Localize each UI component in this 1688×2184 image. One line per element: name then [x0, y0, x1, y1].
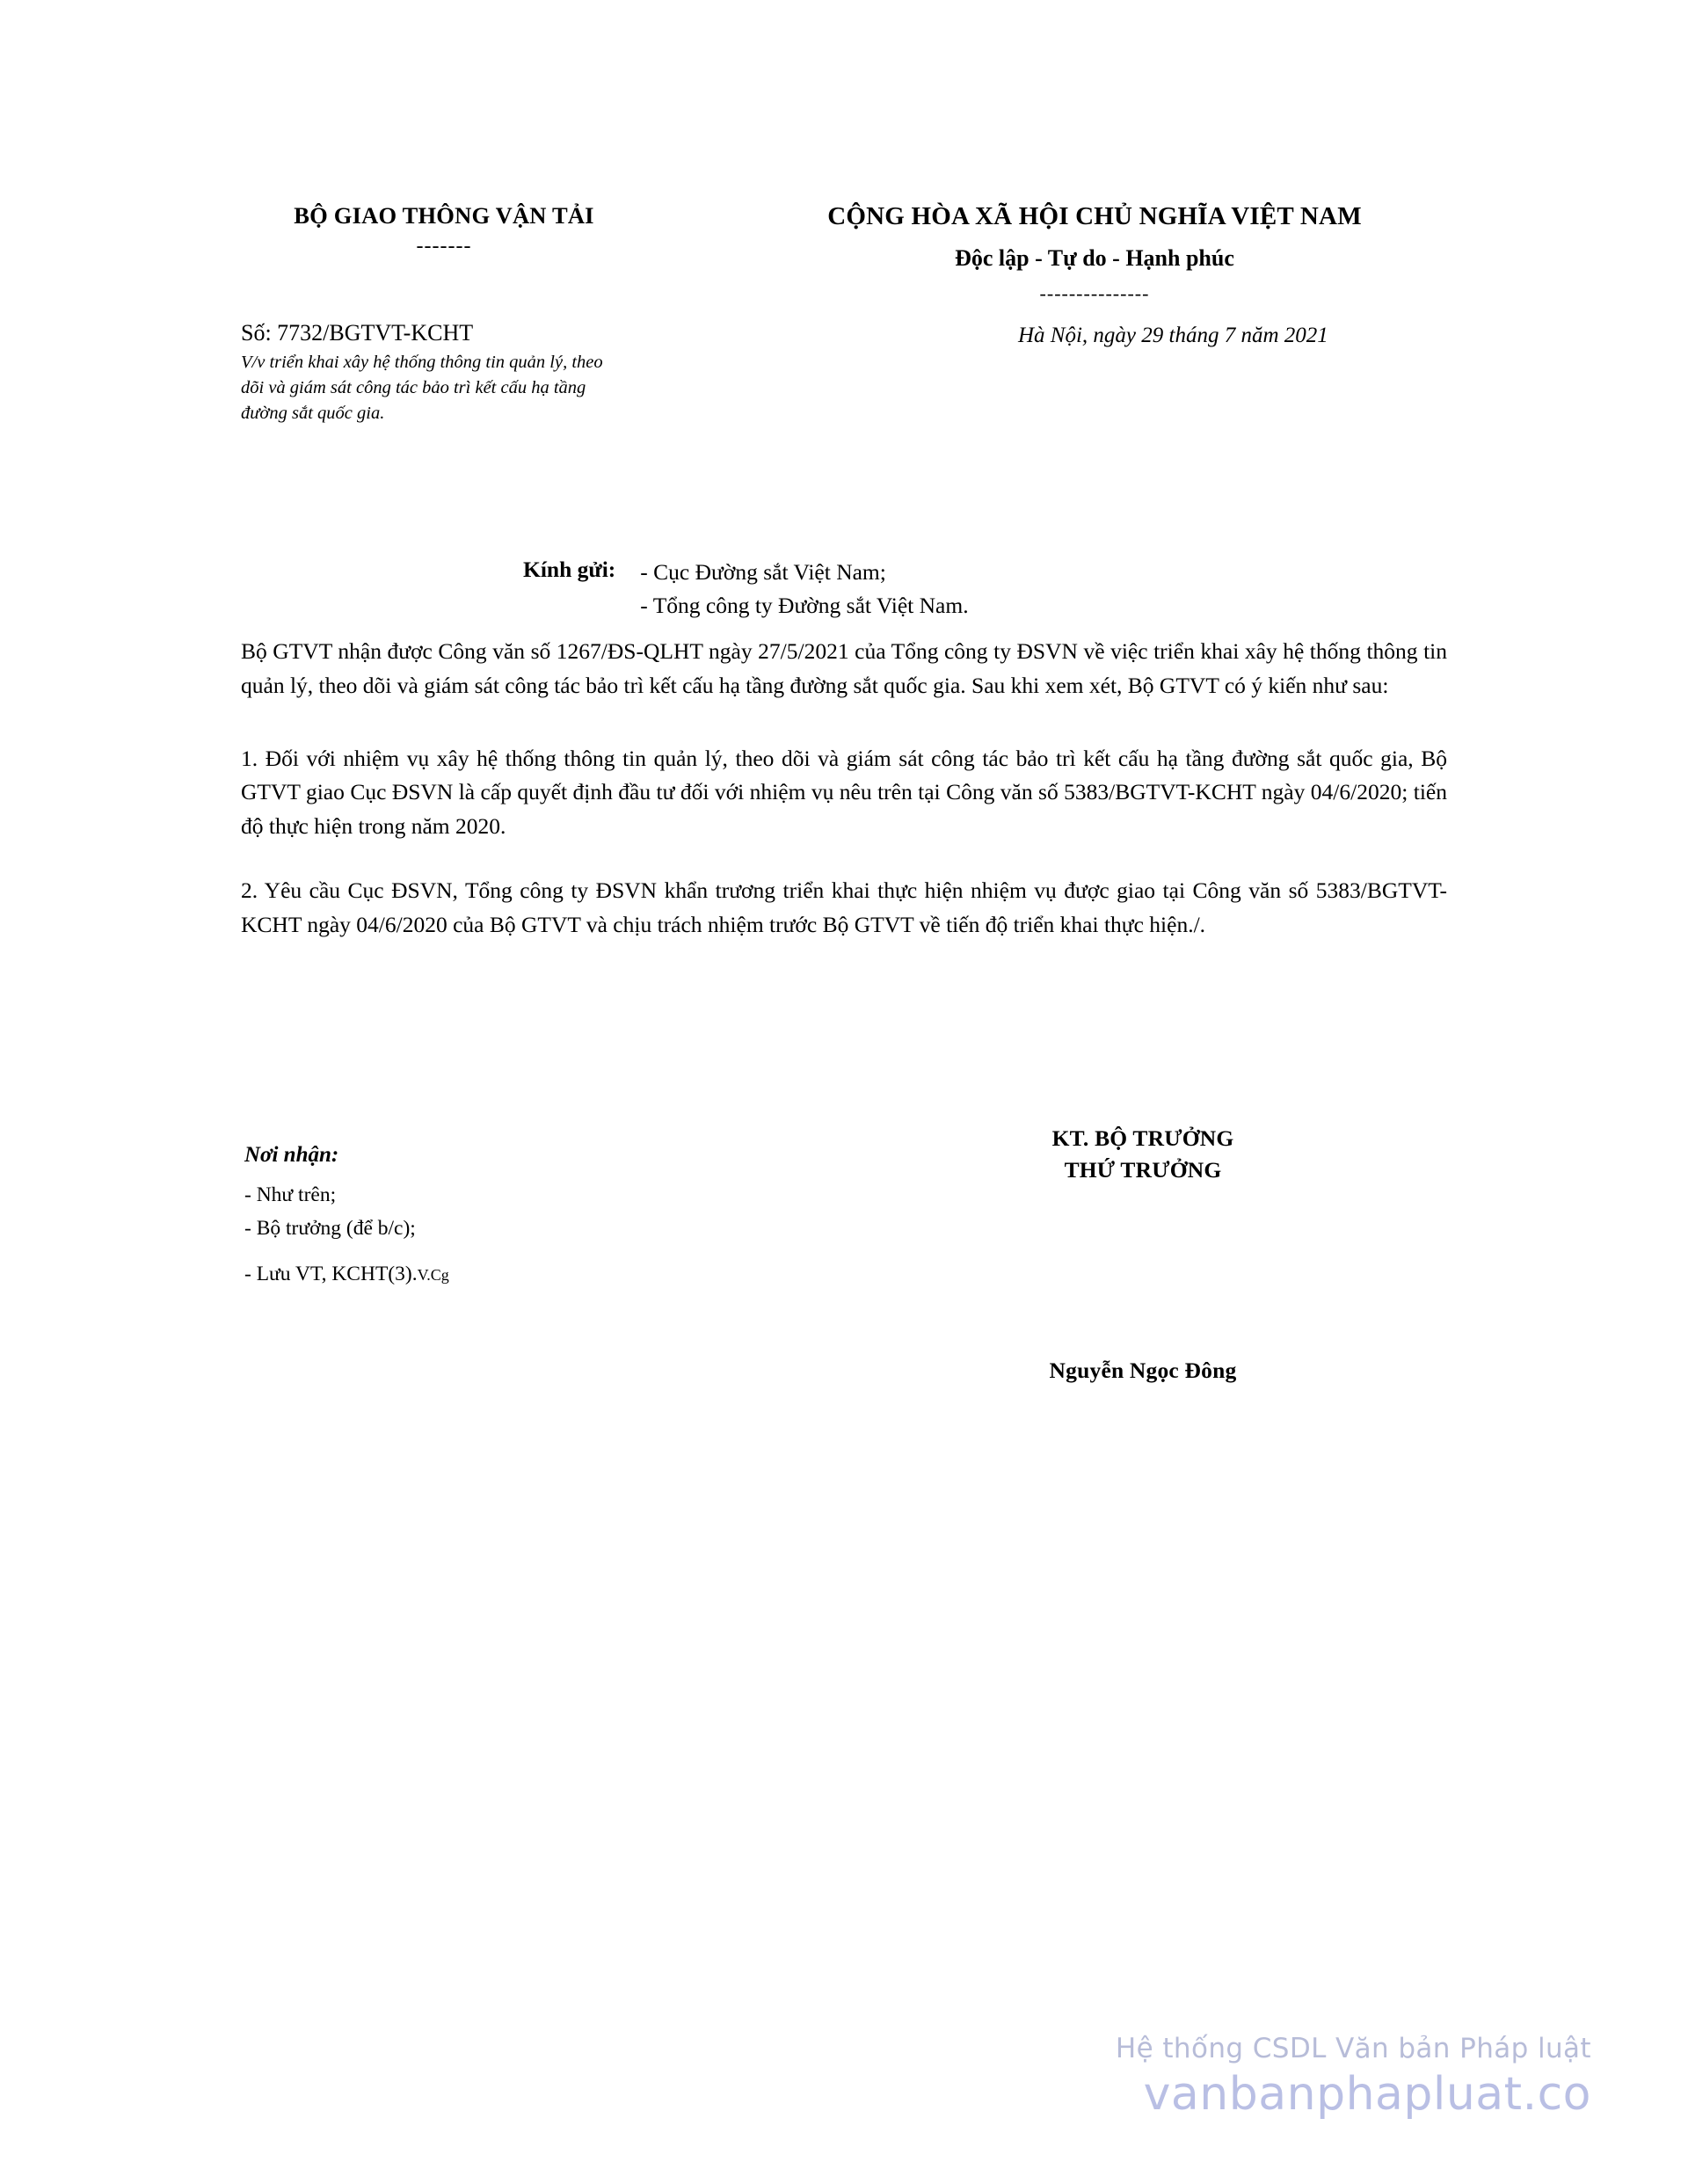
recipient-item: - Tổng công ty Đường sắt Việt Nam. — [640, 592, 969, 618]
document-header — [0, 202, 1688, 305]
distribution-archive-initials: V.Cg — [417, 1266, 449, 1285]
distribution-archive-text: - Lưu VT, KCHT(3). — [244, 1263, 418, 1286]
distribution-item: - Bộ trưởng (để b/c); — [244, 1217, 416, 1241]
country-name: CỘNG HÒA XÃ HỘI CHỦ NGHĨA VIỆT NAM — [827, 202, 1362, 230]
national-motto: Độc lập - Tự do - Hạnh phúc — [955, 245, 1234, 271]
watermark — [1116, 2033, 1591, 2121]
document-subject: V/v triển khai xây hệ thống thông tin quản lý, theo dõi và giám sát công tác bảo trì kết cấu hạ tầng đường sắt quốc gia. — [241, 353, 603, 424]
watermark-domain: vanbanphapluat.co — [1143, 2068, 1591, 2121]
recipients-block — [523, 556, 969, 622]
recipients-label: Kính gửi: — [523, 557, 616, 582]
document-body — [241, 635, 1447, 972]
document-number: Số: 7732/BGTVT-KCHT — [241, 320, 474, 346]
national-heading-divider: --------------- — [1039, 282, 1150, 304]
distribution-archive — [244, 1257, 772, 1291]
place-and-date: Hà Nội, ngày 29 tháng 7 năm 2021 — [1018, 324, 1328, 347]
distribution-block — [244, 1143, 772, 1291]
issuing-authority-name: BỘ GIAO THÔNG VẬN TẢI — [294, 202, 594, 229]
body-paragraph-2: 2. Yêu cầu Cục ĐSVN, Tổng công ty ĐSVN khẩn trương triển khai thực hiện nhiệm vụ được giao tại Công văn số 5383/BGTVT-KCHT ngày 04/6/2020 của Bộ GTVT và chịu trách nhiệm trước Bộ GTVT về tiến độ triển khai thực hiện./. — [241, 877, 1447, 937]
body-paragraph-intro: Bộ GTVT nhận được Công văn số 1267/ĐS-QLHT ngày 27/5/2021 của Tổng công ty ĐSVN về việc triển khai xây hệ thống thông tin quản lý, theo dõi và giám sát công tác bảo trì kết cấu hạ tầng đường sắt quốc gia. Sau khi xem xét, Bộ GTVT có ý kiến như sau: — [241, 638, 1447, 698]
national-heading-block — [734, 202, 1455, 305]
body-paragraph-1: 1. Đối với nhiệm vụ xây hệ thống thông tin quản lý, theo dõi và giám sát công tác bảo trì kết cấu hạ tầng đường sắt quốc gia, Bộ GTVT giao Cục ĐSVN là cấp quyết định đầu tư đối với nhiệm vụ nêu trên tại Công văn số 5383/BGTVT-KCHT ngày 04/6/2020; tiến độ thực hiện trong năm 2020. — [241, 745, 1447, 839]
signature-title-line: THỨ TRƯỞNG — [1064, 1157, 1222, 1183]
distribution-title: Nơi nhận: — [244, 1143, 339, 1167]
signature-authority-line: KT. BỘ TRƯỞNG — [1051, 1125, 1234, 1151]
issuing-authority-divider: ------- — [416, 235, 472, 258]
signature-block — [932, 1125, 1354, 1384]
issuing-authority-block — [198, 202, 690, 258]
recipient-item: - Cục Đường sắt Việt Nam; — [640, 559, 886, 585]
signatory-name: Nguyễn Ngọc Đông — [1049, 1358, 1237, 1383]
distribution-item: - Như trên; — [244, 1183, 337, 1206]
recipients-list — [640, 556, 968, 622]
watermark-caption: Hệ thống CSDL Văn bản Pháp luật — [1115, 2033, 1591, 2064]
